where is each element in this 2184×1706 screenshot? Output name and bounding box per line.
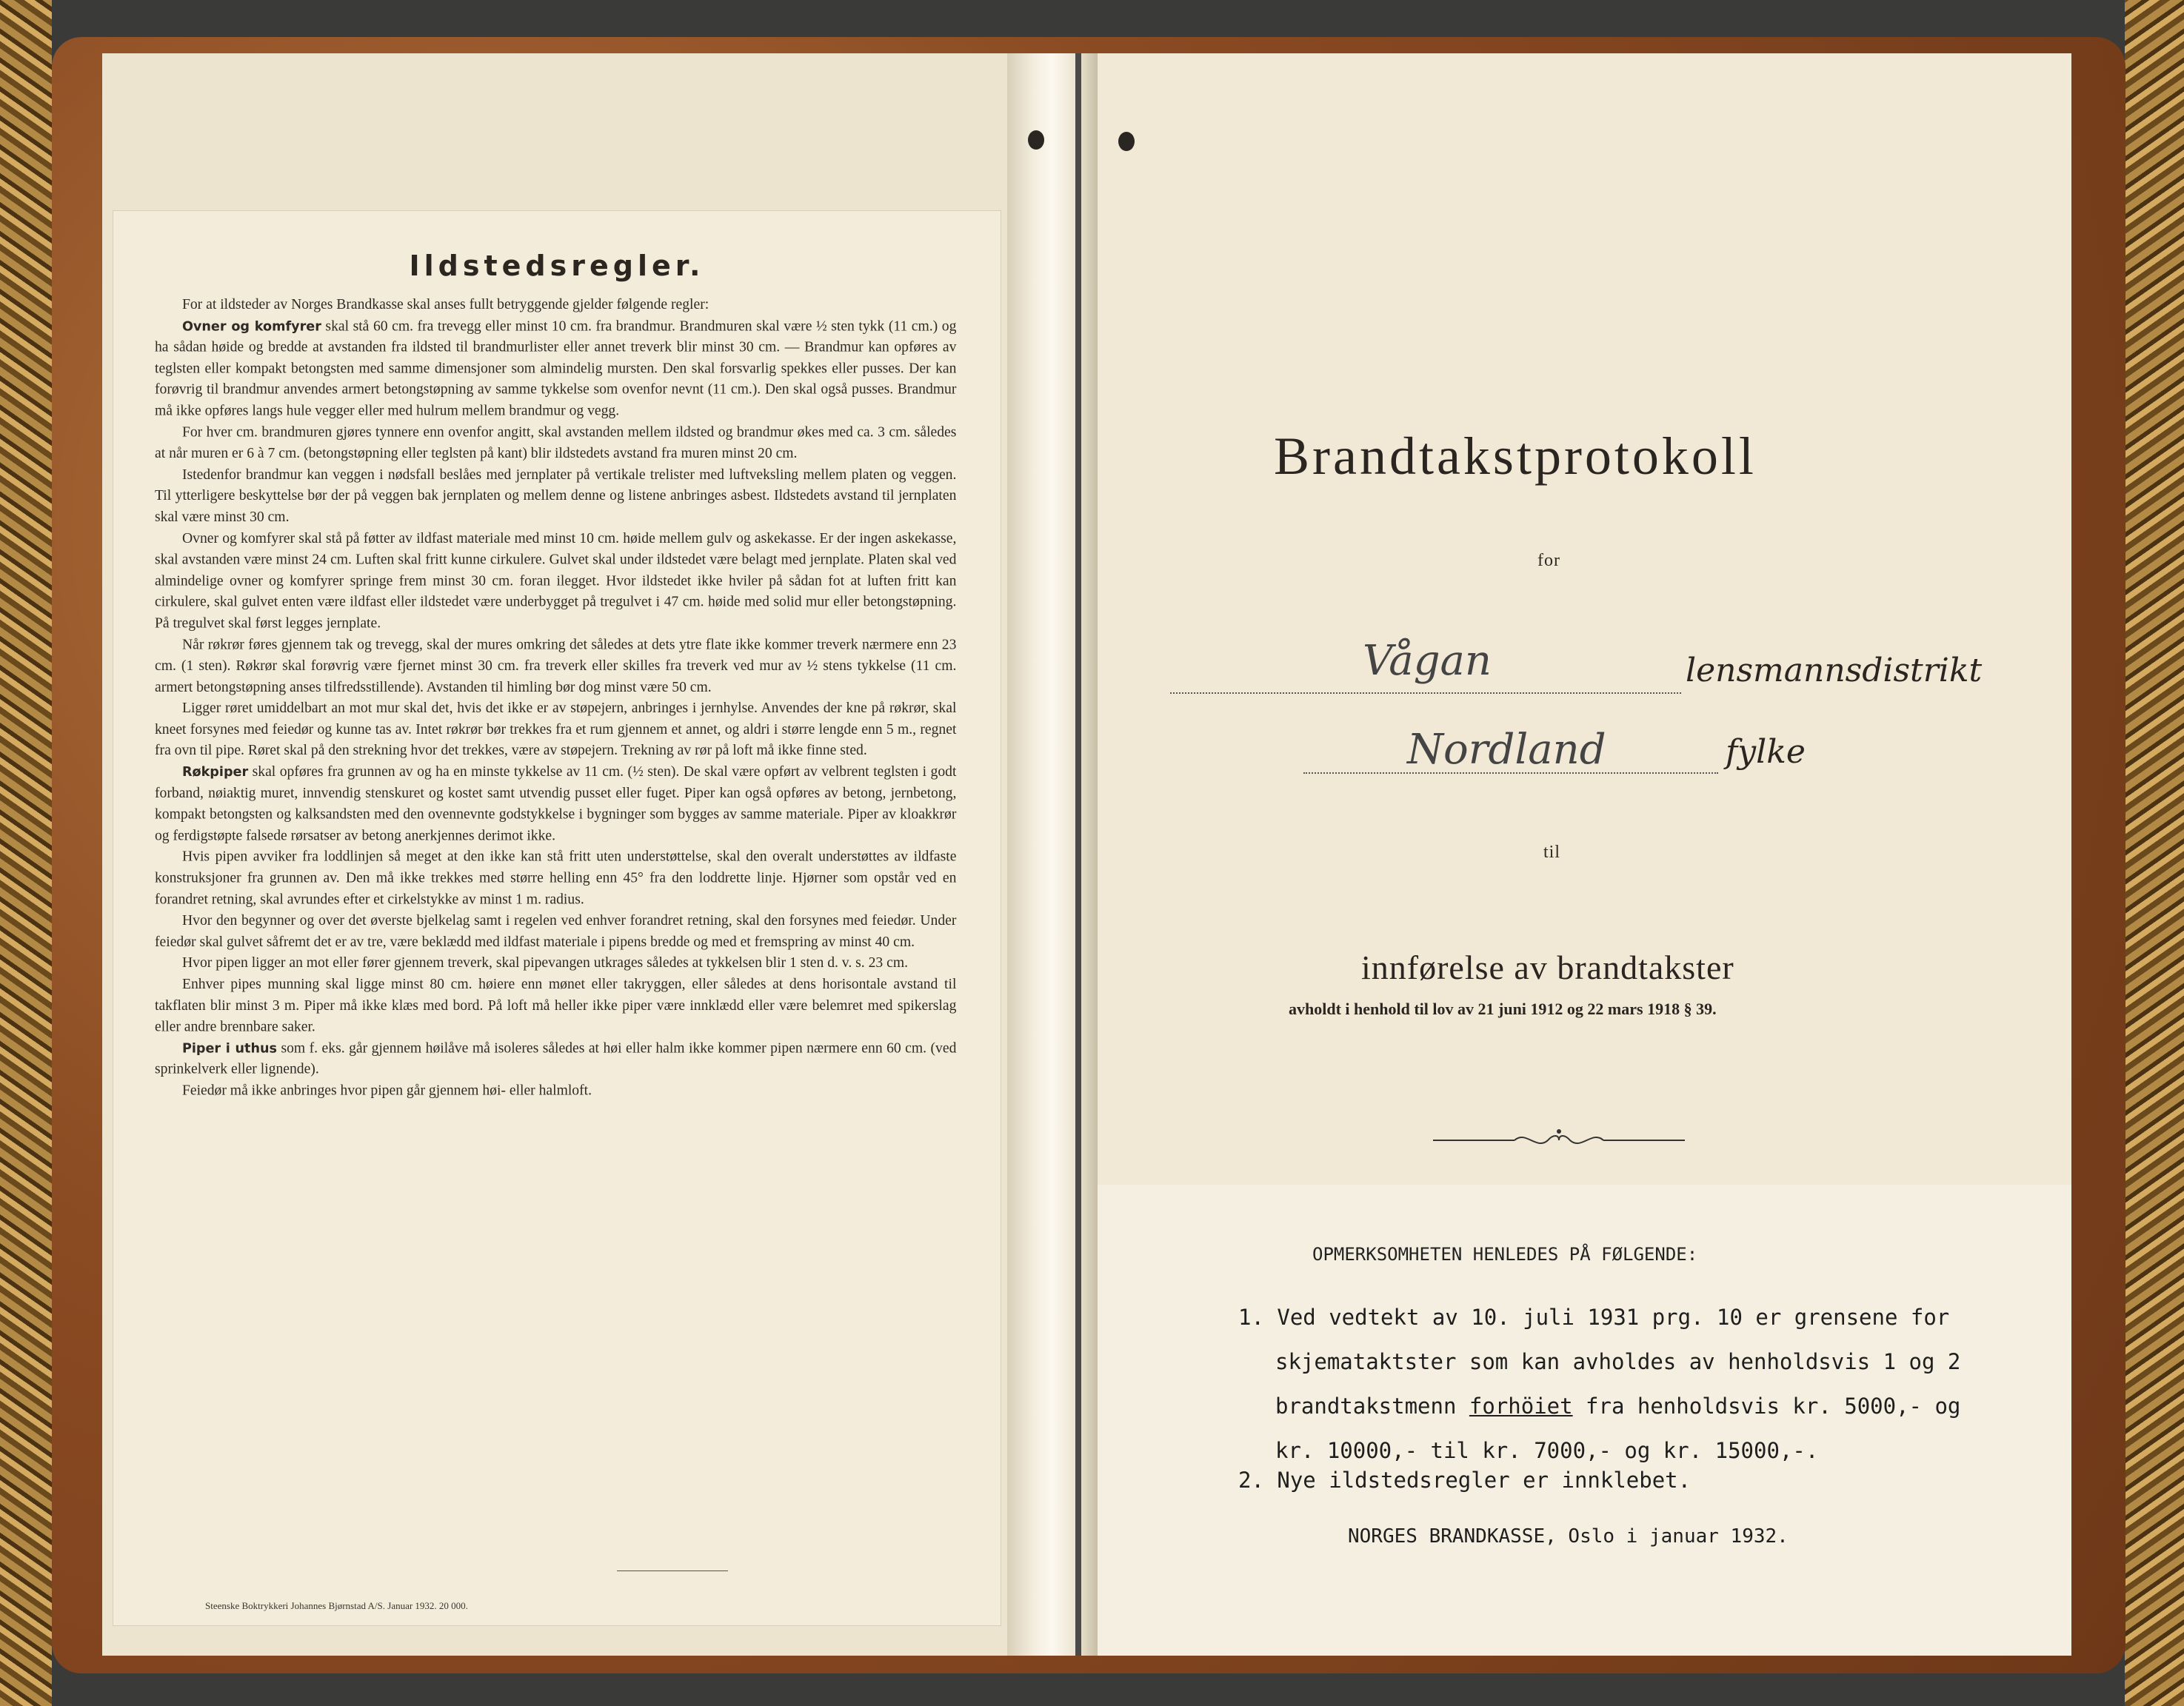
for-word: for (1537, 551, 1560, 570)
rules-paragraph (155, 634, 956, 698)
rules-text: Istedenfor brandmur kan veggen i nødsfall beslåes med jernplater på vertikale trelister med luftveksling mellem platen og veggen. Til ytterligere beskyttelse bør der på veggen bak jernplaten og mellem denne og listene anbringes asbest. Ildstedets avstand til jernplaten skal være minst 30 cm. (155, 466, 957, 525)
handwritten-district: Vågan (1363, 637, 1492, 685)
rules-paragraph (155, 294, 956, 315)
rules-text: Feiedør må ikke anbringes hvor pipen går gjennem høi- eller halmloft. (181, 1081, 592, 1098)
county-label: fylke (1726, 733, 1806, 771)
rules-text: skal stå 60 cm. fra trevegg eller minst 10 cm. fra brandmur. Brandmuren skal være ½ sten tykk (11 cm.) og ha sådan høide og bredde at avstanden fra ildsted til brandmurlister eller annet treverk blir minst 30 cm. — Brandmur kan opføres av teglsten eller kompakt betongsten med samme dimensjoner som almindelig mursten. Den skal forsvarlig spekkes eller pusses. Der kan forøvrig til brandmur anvendes armert betongstøpning av samme tykkelse som ovenfor nevnt (11 cm.). Den skal også pusses. Brandmur må ikke opføres langs hule vegger eller med hulrum mellem brandmur og vegg. (155, 317, 957, 419)
rules-paragraph (155, 846, 956, 910)
rules-paragraph (155, 910, 956, 952)
rules-text: Når røkrør føres gjennem tak og trevegg, skal der mures omkring det således at dets ytre flate ikke kommer treverk nærmere enn 23 cm. (1 sten). Røkrør skal forøvrig være fjernet minst 30 cm. fra treverk eller skilles fra treverk ved mur av ½ stens tykkelse (11 cm. armert betongstøpning anses tilfredsstillende). Avstanden til himling bør dog minst være 50 cm. (155, 635, 957, 695)
rules-text: Enhver pipes munning skal ligge minst 80 cm. høiere enn mønet eller takryggen, eller således at dens horisontale avstand til takflaten blir minst 3 m. Piper må ikke klæs med bord. På loft må heller ikke piper være innklædd eller være belemret med spikerslag eller andre brennbare saker. (155, 975, 957, 1034)
notice-heading: OPMERKSOMHETEN HENLEDES PÅ FØLGENDE: (1312, 1244, 1698, 1265)
til-word: til (1543, 843, 1561, 862)
rules-text: Ligger røret umiddelbart an mot mur skal det, hvis det ikke er av støpejern, anbringes i jernhylse. Anvendes der kne på røkrør, skal kneet forsynes med feiedør og kunne tas av. Intet røkrør bør trekkes fra et rum gjennem et annet, og aldri i større lengde enn 5 m., regnet fra ovn til pipe. Røret skal på den strekning hvor det trekkes, være av støpejern. Trekning av rør på loft må ikke finne sted. (155, 699, 957, 758)
marbled-endpaper-right (2125, 0, 2184, 1706)
rules-text: Hvor den begynner og over det øverste bjelkelag samt i regelen ved enhver forandret retning, skal den forsynes med feiedør. Under feiedør skal gulvet såfremt det er av tre, være beklædd med ildfast materiale i pipens bredde og med et fremspring av minst 40 cm. (155, 911, 957, 950)
rules-title: Ildstedsregler. (409, 250, 705, 282)
rules-text: For at ildsteder av Norges Brandkasse skal anses fullt betryggende gjelder følgende regler: (181, 295, 709, 312)
book-spine (1007, 53, 1098, 1656)
fireplace-rules-sheet (113, 210, 1001, 1626)
rules-text: Hvor pipen ligger an mot eller fører gjennem treverk, skal pipevangen utkrages således at tykkelsen blir 1 sten d. v. s. 23 cm. (181, 954, 909, 971)
rules-text: Ovner og komfyrer skal stå på føtter av ildfast materiale med minst 10 cm. høide mellem gulv og askekasse. Er der ingen askekasse, skal avstanden være minst 24 cm. Luften skal fritt kunne cirkulere. Gulvet skal under ildstedet være belagt med jernplate. Platen skal ved almindelige ovner og komfyrer springe frem minst 30 cm. foran ilegget. Hvor ildstedet ikke hviler på sådan fot at luften fritt kan cirkulere, skal gulvet enten være ildfast eller ildstedet være underbygget på tregulvet i 47 cm. høide med solid mur eller betongstøpning. På tregulvet skal først legges jernplate. (155, 529, 957, 631)
rules-body (155, 294, 956, 1101)
district-fill-line (1170, 692, 1681, 694)
printer-imprint: Steenske Boktrykkeri Johannes Bjørnstad A/S. Januar 1932. 20 000. (205, 1600, 468, 1611)
rules-paragraph (155, 698, 956, 761)
ornament-flourish (1515, 1136, 1603, 1143)
notice-text: brandtakstmenn (1275, 1394, 1469, 1419)
rules-lead-term: Ovner og komfyrer (181, 318, 321, 334)
notice-item-1-line-1: 1. Ved vedtekt av 10. juli 1931 prg. 10 er grensene for (1238, 1305, 1950, 1330)
page-title: Brandtakstprotokoll (1274, 426, 1757, 486)
rules-paragraph (155, 464, 956, 527)
rules-paragraph (155, 528, 956, 634)
handwritten-county: Nordland (1407, 726, 1606, 774)
rules-paragraph (155, 1080, 956, 1101)
subtitle: innførelse av brandtakster (1361, 949, 1734, 986)
underlined-word: forhöiet (1469, 1394, 1573, 1419)
binding-hole (1028, 130, 1044, 150)
rules-text: Hvis pipen avviker fra loddlinjen så meget at den ikke kan stå fritt uten understøttelse, skal den overalt understøttes av ildfaste konstruksjoner fra grunnen av. Den må ikke trekkes med større helling enn 45° fra den loddrette linje. Hjørner som opstår ved en forandret retning, skal avrundes efter et cirkelstykke av minst 1 m. radius. (155, 848, 957, 907)
binding-hole (1118, 132, 1135, 151)
rules-text: For hver cm. brandmuren gjøres tynnere enn ovenfor angitt, skal avstanden mellem ildsted og brandmur økes med ca. 3 cm. således at når muren er 6 à 7 cm. (betongstøpning eller teglsten på kant) blir ildstedets avstand fra muren minst 20 cm. (155, 423, 957, 461)
ornament-dot (1557, 1129, 1561, 1134)
notice-item-2: 2. Nye ildstedsregler er innklebet. (1238, 1468, 1692, 1493)
notice-item-1-line-2: skjemataktster som kan avholdes av henholdsvis 1 og 2 (1275, 1349, 1961, 1374)
rules-text: som f. eks. går gjennem høilåve må isoleres således at høi eller halm ikke kommer pipen nærmere enn 60 cm. (ved sprinkelverk eller lignende). (155, 1039, 957, 1077)
rules-lead-term: Piper i uthus (181, 1040, 277, 1056)
marbled-endpaper-left (0, 0, 52, 1706)
rules-paragraph (155, 1037, 956, 1080)
rules-lead-term: Røkpiper (181, 763, 249, 780)
notice-text: fra henholdsvis kr. 5000,- og (1572, 1394, 1961, 1419)
rules-paragraph (155, 315, 956, 421)
district-label: lensmannsdistrikt (1686, 652, 1983, 689)
notice-signature: NORGES BRANDKASSE, Oslo i januar 1932. (1348, 1525, 1789, 1548)
divider (617, 1570, 728, 1571)
rules-paragraph (155, 952, 956, 974)
notice-item-1-line-3 (1275, 1394, 1960, 1419)
rules-paragraph (155, 421, 956, 464)
ornament-divider (1433, 1124, 1685, 1154)
rules-paragraph (155, 761, 956, 846)
county-fill-line (1303, 772, 1718, 774)
rules-paragraph (155, 974, 956, 1037)
notice-item-1-line-4: kr. 10000,- til kr. 7000,- og kr. 15000,-. (1275, 1438, 1819, 1463)
law-reference: avholdt i henhold til lov av 21 juni 1912 og 22 mars 1918 § 39. (1289, 1000, 1717, 1018)
gutter-shadow (1075, 53, 1081, 1656)
rules-text: skal opføres fra grunnen av og ha en minste tykkelse av 11 cm. (½ sten). De skal være opført av velbrent teglsten i godt forband, nøiaktig muret, innvendig stenskuret og kostet samt utvendig pusset eller fuget. Piper kan også opføres av betong, jernbetong, kompakt betongsten og kalksandsten med den ovennevnte godstykkelse i bygninger som bygges av samme materiale. Piper av kloakkrør og ferdigstøpte falsede rørsatser av betong anerkjennes derimot ikke. (155, 763, 957, 843)
